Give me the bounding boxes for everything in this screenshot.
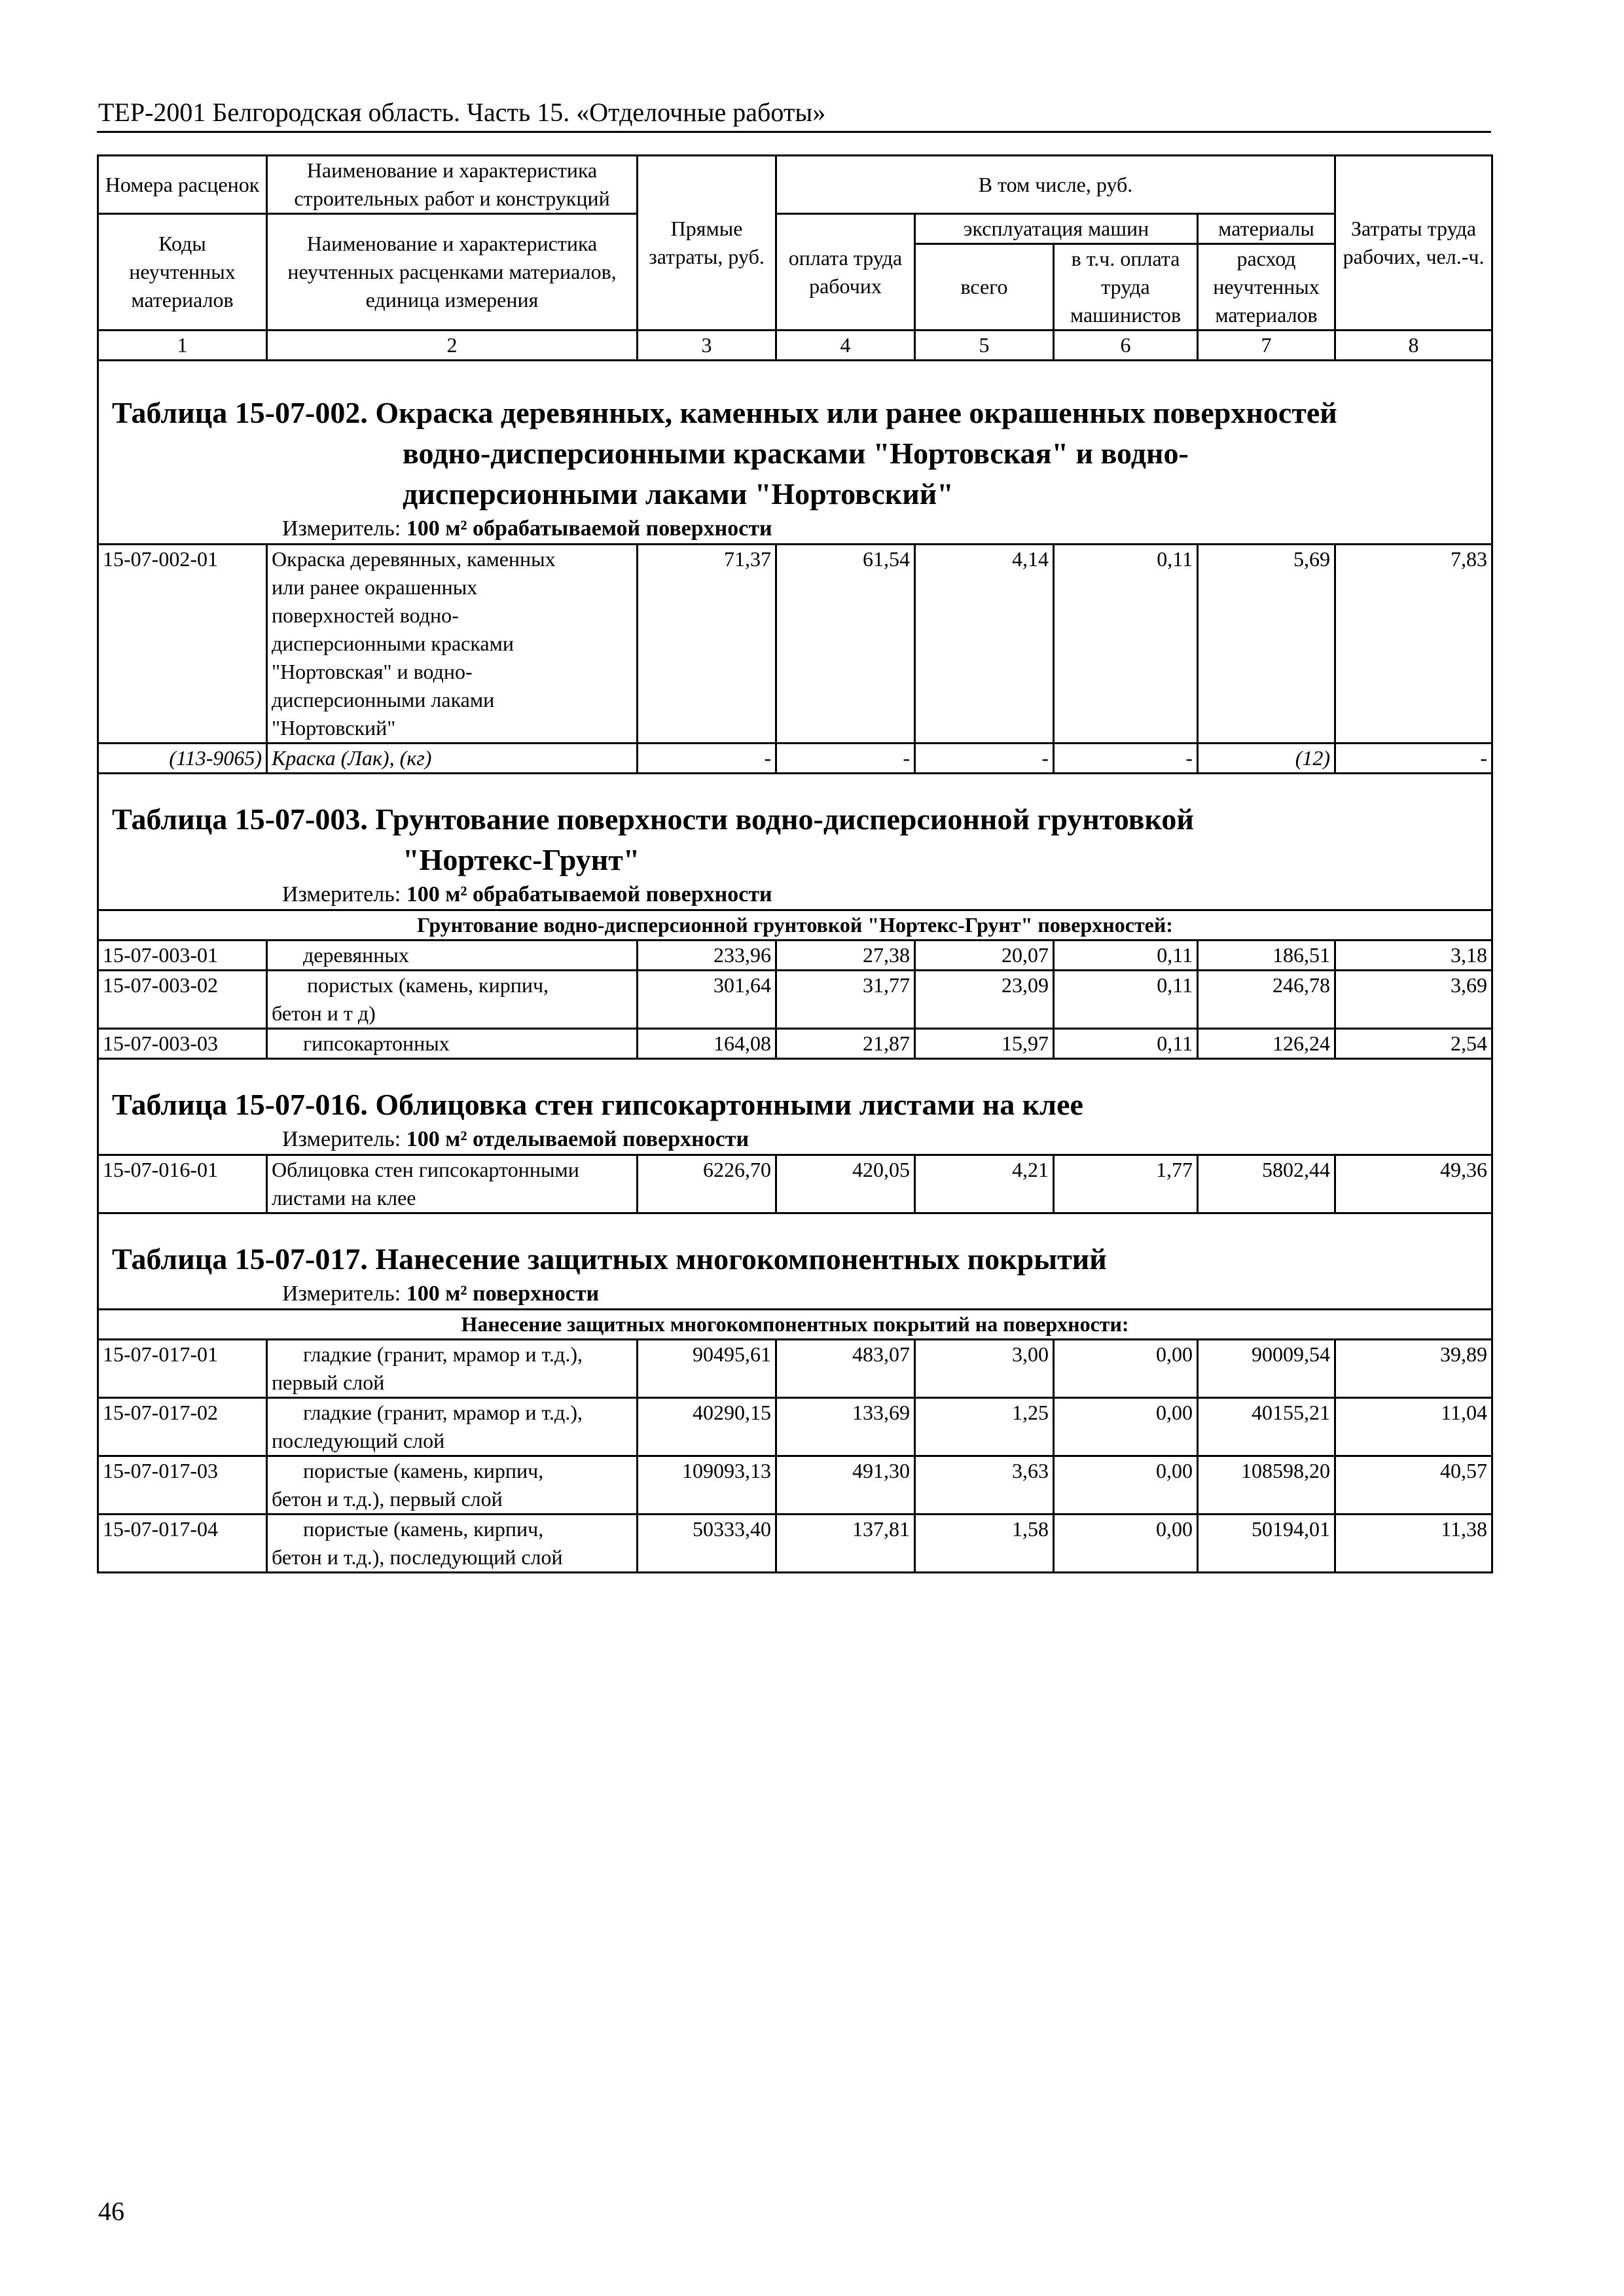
section-title: Таблица 15-07-017. Нанесение защитных многокомпонентных покрытий xyxy=(112,1242,1107,1276)
materials: 90009,54 xyxy=(1198,1340,1335,1398)
machines-total: 1,58 xyxy=(915,1515,1054,1573)
header-col2-bottom: Наименование и характеристика неучтенных расценками материалов, единица измерения xyxy=(267,214,638,331)
rate-name: гипсокартонных xyxy=(267,1029,638,1059)
section-15-07-002 xyxy=(98,361,1492,545)
labor-pay: 491,30 xyxy=(776,1456,915,1515)
header-incl: В том числе, руб. xyxy=(776,156,1335,214)
materials: 5,69 xyxy=(1198,545,1335,744)
subheader-row xyxy=(98,1310,1492,1340)
materials: 246,78 xyxy=(1198,971,1335,1029)
labor-pay: 61,54 xyxy=(776,545,915,744)
subheader-row xyxy=(98,910,1492,941)
material-name: Краска (Лак), (кг) xyxy=(267,744,638,774)
column-number: 1 xyxy=(98,331,267,361)
header-col1-bottom: Коды неучтенных материалов xyxy=(98,214,267,331)
measure-value: 100 м² поверхности xyxy=(406,1282,600,1306)
header-row-1 xyxy=(98,156,1492,214)
header-row-2 xyxy=(98,214,1492,244)
section-15-07-017 xyxy=(98,1213,1492,1310)
labor-pay: 137,81 xyxy=(776,1515,915,1573)
machinists-pay: 0,00 xyxy=(1054,1456,1198,1515)
table-row xyxy=(98,1155,1492,1213)
name-line: гладкие (гранит, мрамор и т.д.), xyxy=(303,1342,583,1366)
rate-name: деревянных xyxy=(267,941,638,971)
name-line: листами на клее xyxy=(272,1186,416,1210)
machinists-pay: 0,11 xyxy=(1054,971,1198,1029)
name-line: бетон и т д) xyxy=(272,1001,376,1025)
machinists-pay: 0,11 xyxy=(1054,1029,1198,1059)
direct-cost: 164,08 xyxy=(638,1029,776,1059)
direct-cost: 109093,13 xyxy=(638,1456,776,1515)
header-col7: расход неучтенных материалов xyxy=(1198,244,1335,331)
column-number: 8 xyxy=(1335,331,1492,361)
labor-hours: 40,57 xyxy=(1335,1456,1492,1515)
machinists-pay: 0,11 xyxy=(1054,545,1198,744)
measure-value: 100 м² отделываемой поверхности xyxy=(406,1127,749,1151)
name-line: или ранее окрашенных xyxy=(272,575,478,599)
materials: 108598,20 xyxy=(1198,1456,1335,1515)
table-row xyxy=(98,1456,1492,1515)
subheader: Нанесение защитных многокомпонентных покрытий на поверхности: xyxy=(98,1310,1492,1340)
section-title-cont: водно-дисперсионными красками "Нортовская" и водно- xyxy=(403,437,1189,470)
direct-cost: 6226,70 xyxy=(638,1155,776,1213)
header-materials: материалы xyxy=(1198,214,1335,244)
header-rule xyxy=(97,131,1491,133)
table-row xyxy=(98,1398,1492,1456)
rate-code: 15-07-003-01 xyxy=(98,941,267,971)
rate-code: 15-07-002-01 xyxy=(98,545,267,744)
materials: 5802,44 xyxy=(1198,1155,1335,1213)
name-line: пористые (камень, кирпич, xyxy=(303,1517,544,1541)
rate-code: 15-07-017-03 xyxy=(98,1456,267,1515)
column-number: 5 xyxy=(915,331,1054,361)
name-line: "Нортовский" xyxy=(272,716,396,740)
rates-table xyxy=(97,154,1493,1573)
section-title: Таблица 15-07-016. Облицовка стен гипсокартонными листами на клее xyxy=(112,1088,1083,1121)
table-row xyxy=(98,971,1492,1029)
direct-cost: 301,64 xyxy=(638,971,776,1029)
column-number: 3 xyxy=(638,331,776,361)
rate-name xyxy=(267,545,638,744)
measure xyxy=(282,880,1491,909)
section-15-07-003 xyxy=(98,774,1492,910)
name-line: Облицовка стен гипсокартонными xyxy=(272,1158,579,1181)
table-row xyxy=(98,941,1492,971)
rate-code: 15-07-017-04 xyxy=(98,1515,267,1573)
subheader: Грунтование водно-дисперсионной грунтовкой "Нортекс-Грунт" поверхностей: xyxy=(98,910,1492,941)
rate-name xyxy=(267,1340,638,1398)
name-line: последующий слой xyxy=(272,1429,445,1452)
machines-total: 4,14 xyxy=(915,545,1054,744)
labor-pay: - xyxy=(776,744,915,774)
header-col6: в т.ч. оплата труда машинистов xyxy=(1054,244,1198,331)
rate-name xyxy=(267,1456,638,1515)
measure-label: Измеритель: xyxy=(282,1127,401,1151)
name-line: Окраска деревянных, каменных xyxy=(272,547,556,571)
name-line: пористых (камень, кирпич, xyxy=(307,973,549,997)
name-line: бетон и т.д.), первый слой xyxy=(272,1487,503,1511)
measure-value: 100 м² обрабатываемой поверхности xyxy=(406,882,772,906)
table-row xyxy=(98,1340,1492,1398)
labor-pay: 21,87 xyxy=(776,1029,915,1059)
rate-name xyxy=(267,1515,638,1573)
section-title-cont: "Нортекс-Грунт" xyxy=(403,843,640,876)
materials: 186,51 xyxy=(1198,941,1335,971)
rate-code: 15-07-017-01 xyxy=(98,1340,267,1398)
labor-pay: 31,77 xyxy=(776,971,915,1029)
measure xyxy=(282,1280,1491,1308)
measure xyxy=(282,514,1491,543)
labor-hours: 39,89 xyxy=(1335,1340,1492,1398)
measure-label: Измеритель: xyxy=(282,1282,401,1306)
machinists-pay: 0,11 xyxy=(1054,941,1198,971)
header-col2-top: Наименование и характеристика строительных работ и конструкций xyxy=(267,156,638,214)
rate-code: 15-07-017-02 xyxy=(98,1398,267,1456)
column-number: 7 xyxy=(1198,331,1335,361)
machinists-pay: 0,00 xyxy=(1054,1515,1198,1573)
rate-code: 15-07-003-02 xyxy=(98,971,267,1029)
table-row xyxy=(98,1515,1492,1573)
name-line: "Нортовская" и водно- xyxy=(272,660,473,683)
labor-pay: 133,69 xyxy=(776,1398,915,1456)
direct-cost: - xyxy=(638,744,776,774)
labor-pay: 420,05 xyxy=(776,1155,915,1213)
materials: 40155,21 xyxy=(1198,1398,1335,1456)
labor-hours: 2,54 xyxy=(1335,1029,1492,1059)
labor-hours: 3,69 xyxy=(1335,971,1492,1029)
material-code: (113-9065) xyxy=(98,744,267,774)
measure-label: Измеритель: xyxy=(282,882,401,906)
section-title-cont: дисперсионными лаками "Нортовский" xyxy=(403,477,954,511)
machinists-pay: 1,77 xyxy=(1054,1155,1198,1213)
name-line: пористые (камень, кирпич, xyxy=(303,1459,544,1482)
labor-hours: 11,04 xyxy=(1335,1398,1492,1456)
name-line: дисперсионными красками xyxy=(272,632,514,655)
column-number: 4 xyxy=(776,331,915,361)
section-title: Таблица 15-07-002. Окраска деревянных, каменных или ранее окрашенных поверхностей xyxy=(112,396,1337,429)
machines-total: 3,00 xyxy=(915,1340,1054,1398)
measure-value: 100 м² обрабатываемой поверхности xyxy=(406,516,772,541)
rate-name xyxy=(267,971,638,1029)
direct-cost: 233,96 xyxy=(638,941,776,971)
name-line: первый слой xyxy=(272,1371,385,1394)
table-row xyxy=(98,545,1492,744)
machinists-pay: - xyxy=(1054,744,1198,774)
rate-code: 15-07-003-03 xyxy=(98,1029,267,1059)
direct-cost: 40290,15 xyxy=(638,1398,776,1456)
materials: 126,24 xyxy=(1198,1029,1335,1059)
header-machines: эксплуатация машин xyxy=(915,214,1198,244)
measure xyxy=(282,1125,1491,1154)
machines-total: 3,63 xyxy=(915,1456,1054,1515)
machines-total: 1,25 xyxy=(915,1398,1054,1456)
direct-cost: 50333,40 xyxy=(638,1515,776,1573)
section-title: Таблица 15-07-003. Грунтование поверхности водно-дисперсионной грунтовкой xyxy=(112,802,1194,836)
column-number: 6 xyxy=(1054,331,1198,361)
header-col3: Прямые затраты, руб. xyxy=(638,156,776,331)
name-line: бетон и т.д.), последующий слой xyxy=(272,1545,563,1569)
labor-pay: 27,38 xyxy=(776,941,915,971)
labor-hours: 49,36 xyxy=(1335,1155,1492,1213)
page-number: 46 xyxy=(98,2197,124,2226)
direct-cost: 90495,61 xyxy=(638,1340,776,1398)
measure-label: Измеритель: xyxy=(282,516,401,541)
section-15-07-016 xyxy=(98,1059,1492,1155)
labor-hours: 7,83 xyxy=(1335,545,1492,744)
machinists-pay: 0,00 xyxy=(1054,1340,1198,1398)
labor-hours: 11,38 xyxy=(1335,1515,1492,1573)
rate-code: 15-07-016-01 xyxy=(98,1155,267,1213)
table-row xyxy=(98,744,1492,774)
header-col4: оплата труда рабочих xyxy=(776,214,915,331)
table-row xyxy=(98,1029,1492,1059)
machines-total: 20,07 xyxy=(915,941,1054,971)
name-line: дисперсионными лаками xyxy=(272,688,495,711)
machines-total: 15,97 xyxy=(915,1029,1054,1059)
machinists-pay: 0,00 xyxy=(1054,1398,1198,1456)
machines-total: 4,21 xyxy=(915,1155,1054,1213)
header-col8: Затраты труда рабочих, чел.-ч. xyxy=(1335,156,1492,331)
materials: (12) xyxy=(1198,744,1335,774)
machines-total: 23,09 xyxy=(915,971,1054,1029)
header-col5: всего xyxy=(915,244,1054,331)
column-number: 2 xyxy=(267,331,638,361)
header-col1-top: Номера расценок xyxy=(98,156,267,214)
materials: 50194,01 xyxy=(1198,1515,1335,1573)
machines-total: - xyxy=(915,744,1054,774)
running-head: ТЕР-2001 Белгородская область. Часть 15. «Отделочные работы» xyxy=(98,98,826,127)
labor-hours: - xyxy=(1335,744,1492,774)
name-line: гладкие (гранит, мрамор и т.д.), xyxy=(303,1401,583,1424)
labor-pay: 483,07 xyxy=(776,1340,915,1398)
rate-name xyxy=(267,1398,638,1456)
direct-cost: 71,37 xyxy=(638,545,776,744)
rate-name xyxy=(267,1155,638,1213)
labor-hours: 3,18 xyxy=(1335,941,1492,971)
name-line: поверхностей водно- xyxy=(272,603,459,627)
column-numbers-row xyxy=(98,331,1492,361)
